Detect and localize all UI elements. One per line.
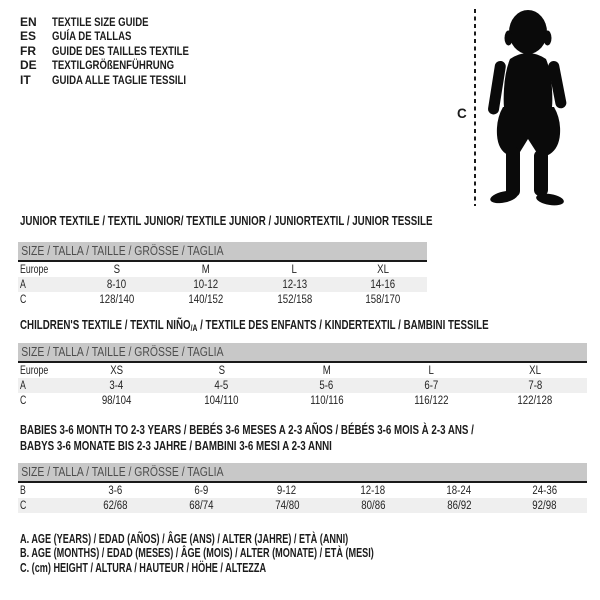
language-code: IT — [20, 72, 31, 87]
language-row-fr — [20, 44, 223, 58]
title-text: CHILDREN'S TEXTILE / TEXTIL NIÑO — [20, 317, 191, 332]
language-title-list — [20, 15, 223, 87]
height-cm-row — [18, 292, 427, 307]
height-cm-row — [18, 393, 587, 408]
height-range-cell: 98/104 — [101, 394, 132, 407]
section-title-babies-line1: BABIES 3-6 MONTH TO 2-3 YEARS / BEBÉS 3-6 MESES A 2-3 AÑOS / BÉBÉS 3-6 MOIS À 2-3 ANS / — [20, 422, 474, 437]
height-cm-row — [18, 498, 587, 513]
size-header-text: SIZE / TALLA / TAILLE / GRÖSSE / TAGLIA — [21, 243, 224, 258]
size-header-text: SIZE / TALLA / TAILLE / GRÖSSE / TAGLIA — [21, 464, 224, 479]
age-range-cell: 12-13 — [250, 277, 339, 292]
junior-size-table — [18, 242, 427, 307]
baby-ear-left — [505, 31, 513, 46]
language-code: ES — [20, 29, 37, 44]
children-size-table — [18, 343, 587, 408]
height-range-cell: 92/98 — [502, 498, 587, 513]
baby-torso — [504, 53, 553, 115]
height-measure-label: C — [457, 106, 467, 121]
row-label-cell: C — [20, 394, 27, 407]
baby-leg-left — [506, 147, 520, 197]
language-code: FR — [20, 43, 36, 58]
height-range-cell: 116/122 — [413, 394, 449, 407]
language-row-de — [20, 58, 223, 72]
size-header-text: SIZE / TALLA / TAILLE / GRÖSSE / TAGLIA — [21, 344, 224, 359]
language-code: EN — [20, 15, 37, 29]
babies-size-table — [18, 463, 587, 513]
age-range-cell: 3-4 — [64, 378, 169, 393]
size-column-header: L — [428, 364, 434, 377]
row-label-cell: B — [20, 484, 26, 497]
row-label-cell: C — [18, 498, 72, 513]
height-range-cell: 86/92 — [416, 498, 502, 513]
age-range-cell: 5-6 — [274, 378, 379, 393]
size-column-header: S — [218, 364, 225, 377]
age-range-cell: 9-12 — [277, 484, 297, 497]
title-subscript: /A — [190, 323, 198, 333]
height-range-cell: 152/158 — [277, 293, 312, 306]
language-row-it — [20, 73, 223, 87]
section-title-junior: JUNIOR TEXTILE / TEXTIL JUNIOR/ TEXTILE JUNIOR / JUNIORTEXTIL / JUNIOR TESSILE — [20, 213, 433, 228]
height-range-cell: 110/116 — [309, 394, 344, 407]
height-range-cell: 140/152 — [188, 293, 223, 306]
size-column-header: M — [322, 364, 331, 377]
age-range-cell: 4-5 — [169, 378, 274, 393]
language-title: GUÍA DE TALLAS — [52, 29, 132, 44]
baby-ear-right — [544, 31, 552, 46]
age-range-cell: 3-6 — [108, 484, 122, 497]
age-range-cell: 6-7 — [379, 378, 483, 393]
height-range-cell: 104/110 — [204, 394, 239, 407]
size-columns-row — [18, 261, 427, 277]
size-column-header: XS — [110, 364, 123, 377]
row-label-cell: A — [18, 277, 72, 292]
age-range-cell: 14-16 — [339, 277, 427, 292]
height-range-cell: 80/86 — [330, 498, 416, 513]
height-range-cell: 68/74 — [158, 498, 244, 513]
size-column-header: L — [291, 263, 298, 276]
size-column-header: S — [113, 263, 120, 276]
age-range-cell: 12-18 — [360, 484, 386, 497]
language-row-es — [20, 29, 223, 43]
size-header-row — [18, 463, 587, 482]
region-label-cell: Europe — [20, 364, 49, 377]
language-title: GUIDA ALLE TAGLIE TESSILI — [52, 72, 187, 87]
age-range-cell: 8-10 — [72, 277, 161, 292]
baby-arm-left — [487, 60, 506, 115]
size-header-bar — [18, 242, 427, 261]
language-title: TEXTILGRÖßENFÜHRUNG — [52, 58, 175, 73]
section-title-children — [20, 318, 489, 335]
size-header-row — [18, 242, 427, 261]
legend-age-months: B. AGE (MONTHS) / EDAD (MESES) / ÂGE (MOIS) / ALTER (MONATE) / ETÀ (MESI) — [20, 546, 374, 560]
language-title: TEXTILE SIZE GUIDE — [52, 15, 149, 29]
age-years-row — [18, 277, 427, 292]
age-range-cell: 7-8 — [483, 378, 587, 393]
legend-height-cm: C. (cm) HEIGHT / ALTURA / HAUTEUR / HÖHE / ALTEZZA — [20, 561, 267, 575]
height-measure-dotted-line — [474, 9, 476, 206]
language-row-en — [20, 15, 223, 29]
size-column-header: XL — [529, 364, 541, 377]
height-range-cell: 62/68 — [72, 498, 158, 513]
size-column-header: XL — [377, 263, 389, 276]
height-range-cell: 158/170 — [365, 293, 401, 306]
height-range-cell: 74/80 — [244, 498, 330, 513]
baby-head — [509, 10, 547, 54]
age-months-row — [18, 482, 587, 498]
baby-leg-right — [534, 150, 548, 196]
size-columns-row — [18, 362, 587, 378]
size-header-bar — [18, 463, 587, 482]
language-code: DE — [20, 58, 37, 73]
row-label-cell: C — [20, 293, 27, 306]
age-range-cell: 18-24 — [446, 484, 472, 497]
region-label-cell: Europe — [20, 263, 49, 276]
size-header-row — [18, 343, 587, 362]
height-range-cell: 122/128 — [517, 394, 553, 407]
age-range-cell: 10-12 — [161, 277, 250, 292]
age-range-cell: 6-9 — [194, 484, 208, 497]
section-title-babies-line2: BABYS 3-6 MONATE BIS 2-3 JAHRE / BAMBINI 3-6 MESI A 2-3 ANNI — [20, 438, 332, 453]
language-title: GUIDE DES TAILLES TEXTILE — [52, 43, 189, 58]
title-text: / TEXTILE DES ENFANTS / KINDERTEXTIL / BAMBINI TESSILE — [197, 317, 489, 332]
size-header-bar — [18, 343, 587, 362]
row-label-cell: A — [18, 378, 64, 393]
size-column-header: M — [201, 263, 210, 276]
age-range-cell: 24-36 — [532, 484, 557, 497]
height-range-cell: 128/140 — [99, 293, 134, 306]
toddler-silhouette — [481, 7, 575, 207]
legend-age-years: A. AGE (YEARS) / EDAD (AÑOS) / ÂGE (ANS) / ALTER (JAHRE) / ETÀ (ANNI) — [20, 532, 349, 546]
age-years-row — [18, 378, 587, 393]
baby-shorts — [497, 107, 560, 156]
